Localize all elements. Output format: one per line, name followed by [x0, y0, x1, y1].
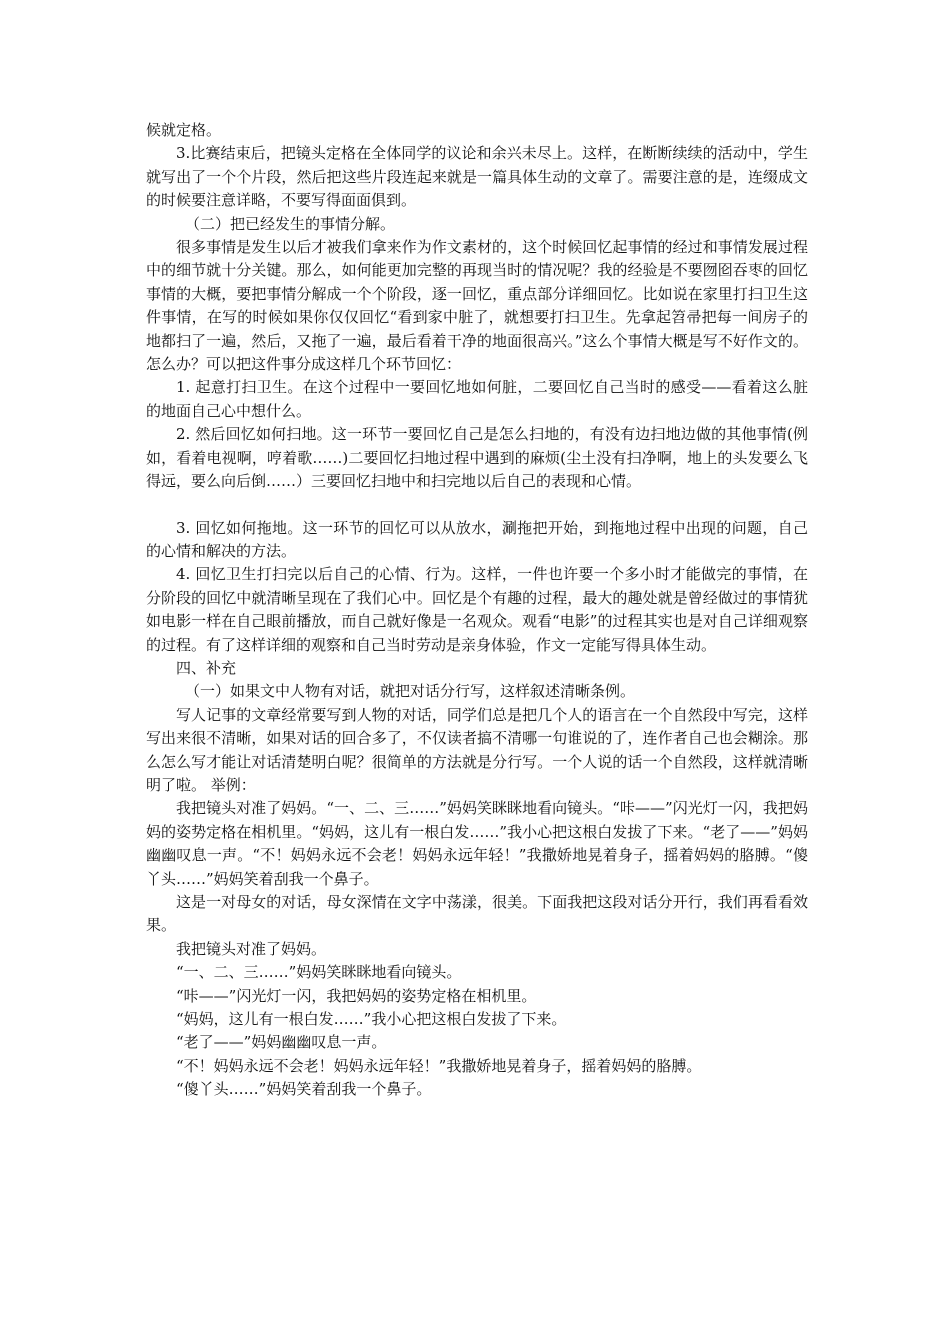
document-page [146, 119, 808, 1102]
list-item-1: 1. 起意打扫卫生。在这个过程中一要回忆地如何脏，二要回忆自己当时的感受——看着这么脏的地面自己心中想什么。 [146, 378, 808, 420]
dialogue-line: 我把镜头对准了妈妈。 [176, 939, 327, 958]
section-heading-4: 四、补充 [176, 658, 237, 677]
dialogue-line: “傻丫头……”妈妈笑着刮我一个鼻子。 [176, 1080, 432, 1099]
paragraph-decompose: 很多事情是发生以后才被我们拿来作为作文素材的，这个时候回忆起事情的经过和事情发展过程中的细节就十分关键。那么，如何能更加完整的再现当时的情况呢？我的经验是不要囫囵吞枣的回忆事情的大概，要把事情分解成一个个阶段，逐一回忆，重点部分详细回忆。比如说在家里打扫卫生这件事情，在写的时候如果你仅仅回忆“看到家中脏了，就想要打扫卫生。先拿起笤帚把每一间房子的地都扫了一遍，然后，又拖了一遍，最后看着干净的地面很高兴。”这么个事情大概是写不好作文的。怎么办？可以把这件事分成这样几个环节回忆： [146, 238, 808, 374]
dialogue-line: “老了——”妈妈幽幽叹息一声。 [176, 1033, 387, 1052]
paragraph-dialogue-intro: 写人记事的文章经常要写到人物的对话，同学们总是把几个人的语言在一个自然段中写完，这样写出来很不清晰，如果对话的回合多了，不仅读者搞不清哪一句谁说的了，连作者自己也会糊涂。那么怎么写才能让对话清楚明白呢？很简单的方法就是分行写。一个人说的话一个自然段，这样就清晰明了啦。 举例： [146, 705, 808, 794]
list-item-3: 3. 回忆如何拖地。这一环节的回忆可以从放水，涮拖把开始，到拖地过程中出现的问题，自己的心情和解决的方法。 [146, 518, 808, 560]
subsection-heading-1: （一）如果文中人物有对话，就把对话分行写，这样叙述清晰条例。 [185, 682, 636, 701]
dialogue-line: “妈妈，这儿有一根白发……”我小心把这根白发拔了下来。 [176, 1010, 567, 1029]
list-item-4: 4. 回忆卫生打扫完以后自己的心情、行为。这样，一件也许要一个多小时才能做完的事情，在分阶段的回忆中就清晰呈现在了我们心中。回忆是个有趣的过程，最大的趣处就是曾经做过的事情犹如电影一样在自己眼前播放，而自己就好像是一名观众。观看“电影”的过程其实也是对自己详细观察的过程。有了这样详细的观察和自己当时劳动是亲身体验，作文一定能写得具体生动。 [146, 565, 808, 654]
section-heading-2: （二）把已经发生的事情分解。 [185, 214, 396, 233]
paragraph-step-3: 3.比赛结束后，把镜头定格在全体同学的议论和余兴未尽上。这样，在断断续续的活动中，学生就写出了一个个片段，然后把这些片段连起来就是一篇具体生动的文章了。需要注意的是，连缀成文的时候要注意详略，不要写得面面俱到。 [146, 144, 808, 210]
dialogue-line: “不！妈妈永远不会老！妈妈永远年轻！”我撒娇地晃着身子，摇着妈妈的胳膊。 [176, 1056, 702, 1075]
dialogue-line: “咔——”闪光灯一闪，我把妈妈的姿势定格在相机里。 [176, 986, 537, 1005]
blank-line [146, 494, 808, 517]
list-item-2: 2. 然后回忆如何扫地。这一环节一要回忆自己是怎么扫地的，有没有边扫地边做的其他事情(例如，看着电视啊，哼着歌……)二要回忆扫地过程中遇到的麻烦(尘土没有扫净啊，地上的头发要么飞得远，要么向后倒……）三要回忆扫地中和扫完地以后自己的表现和心情。 [146, 425, 808, 491]
paragraph-continuation: 候就定格。 [146, 121, 222, 139]
paragraph-example-comment: 这是一对母女的对话，母女深情在文字中荡漾，很美。下面我把这段对话分开行，我们再看看效果。 [146, 893, 808, 935]
dialogue-line: “一、二、三……”妈妈笑眯眯地看向镜头。 [176, 963, 462, 982]
paragraph-example-combined: 我把镜头对准了妈妈。“一、二、三……”妈妈笑眯眯地看向镜头。“咔——”闪光灯一闪，我把妈妈的姿势定格在相机里。“妈妈，这儿有一根白发……”我小心把这根白发拔了下来。“老了——”妈妈幽幽叹息一声。“不！妈妈永远不会老！妈妈永远年轻！”我撒娇地晃着身子，摇着妈妈的胳膊。“傻丫头……”妈妈笑着刮我一个鼻子。 [146, 799, 808, 888]
